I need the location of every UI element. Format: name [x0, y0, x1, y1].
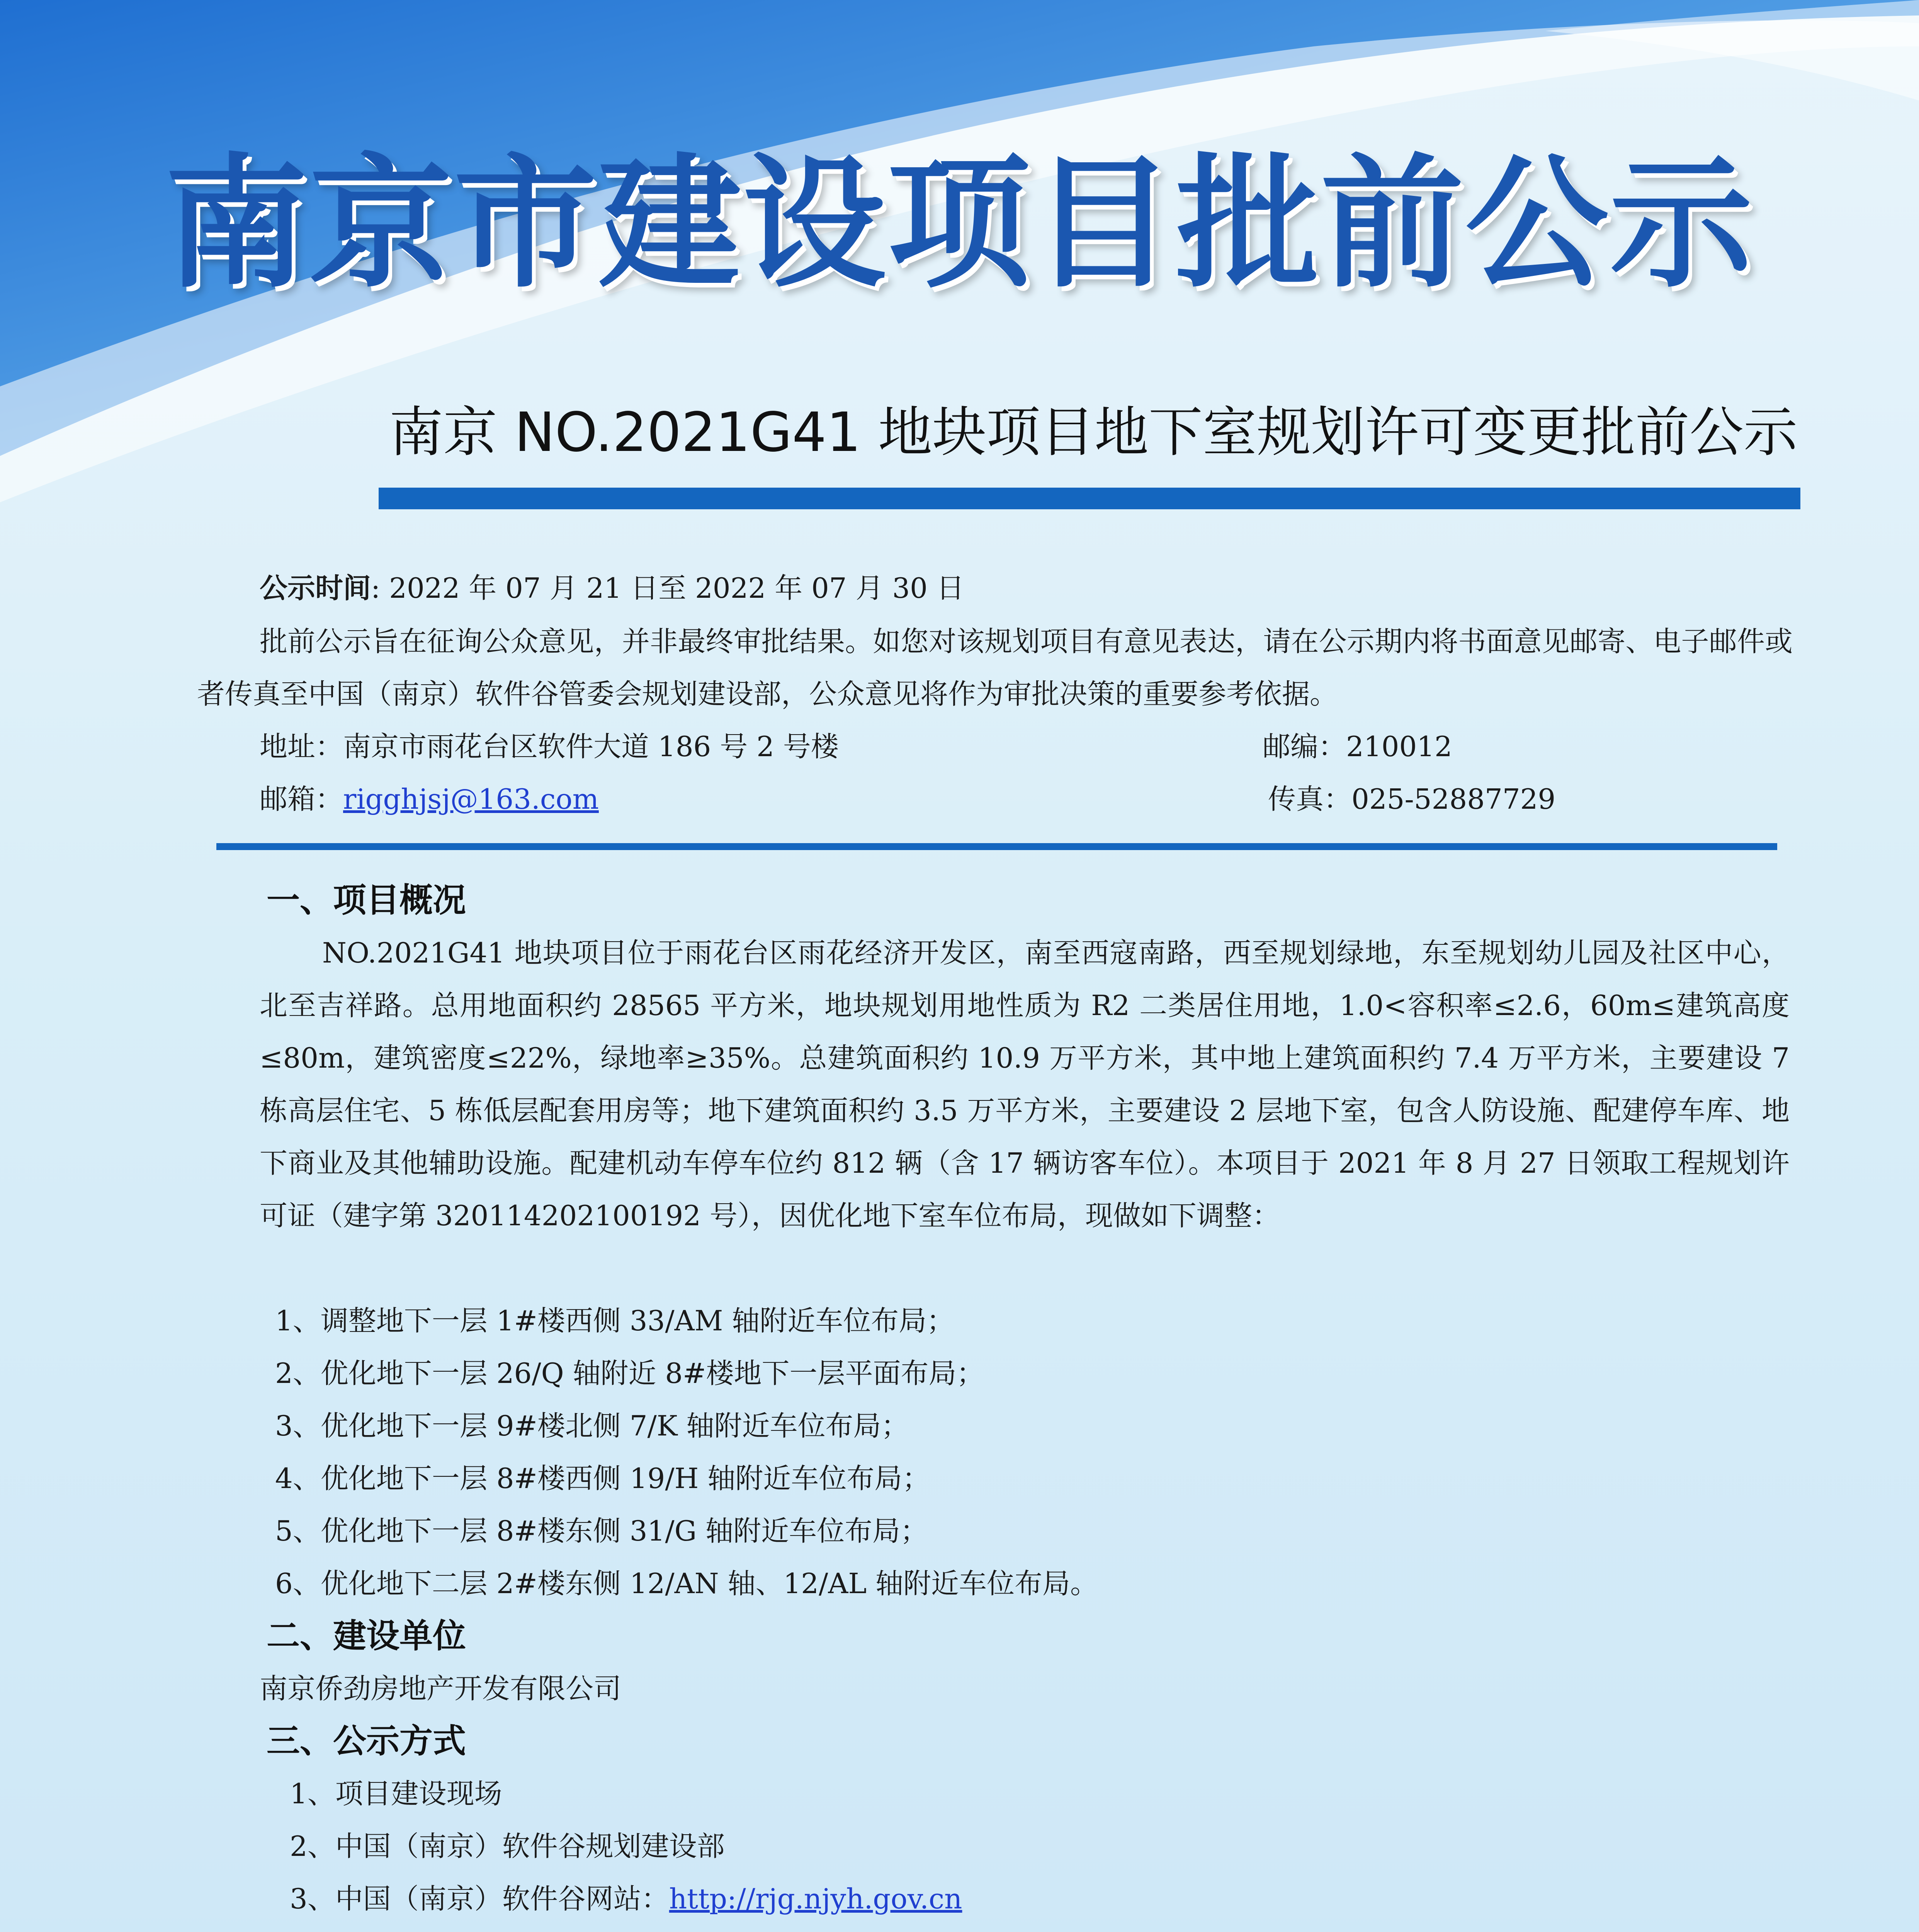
publicity-item-2: 2、中国（南京）软件谷规划建设部: [290, 1830, 725, 1862]
section2-heading: 二、建设单位: [267, 1617, 466, 1655]
notice-time: [260, 562, 1805, 614]
adjust-item-5: 5、优化地下一层 8#楼东侧 31/G 轴附近车位布局；: [275, 1515, 928, 1547]
developer-name: 南京侨劲房地产开发有限公司: [260, 1672, 622, 1705]
address-label: 地址：: [260, 730, 343, 763]
notice-postcode: [1263, 720, 1765, 773]
notice-subtitle: 南京 NO.2021G41 地块项目地下室规划许可变更批前公示: [389, 401, 1798, 464]
section-divider: [216, 843, 1777, 850]
adjust-item-3: 3、优化地下一层 9#楼北侧 7/K 轴附近车位布局；: [275, 1410, 909, 1442]
notice-intro: 批前公示旨在征询公众意见，并非最终审批结果。如您对该规划项目有意见表达，请在公示期内将书面意见邮寄、电子邮件或者传真至中国（南京）软件谷管委会规划建设部，公众意见将作为审批决策的重要参考依据。: [197, 625, 1793, 710]
adjust-item-6: 6、优化地下二层 2#楼东侧 12/AN 轴、12/AL 轴附近车位布局。: [275, 1567, 1098, 1600]
fax-value: 025-52887729: [1351, 783, 1556, 815]
notice-address: [260, 720, 1226, 773]
section1-body: NO.2021G41 地块项目位于雨花台区雨花经济开发区，南至西寇南路，西至规划绿地，东至规划幼儿园及社区中心，北至吉祥路。总用地面积约 28565 平方米，地块规划用地性质为 R2 二类居住用地，1.0<容积率≤2.6，60m≤建筑高度≤80m，建筑密度≤22%，绿地率≥35%。总建筑面积约 10.9 万平方米，其中地上建筑面积约 7.4 万平方米，主要建设 7 栋高层住宅、5 栋低层配套用房等；地下建筑面积约 3.5 万平方米，主要建设 2 层地下室，包含人防设施、配建停车库、地下商业及其他辅助设施。配建机动车停车位约 812 辆（含 17 辆访客车位）。本项目于 2021 年 8 月 27 日领取工程规划许可证（建字第 320114202100192 号），因优化地下室车位布局，现做如下调整：: [260, 937, 1790, 1232]
notice-time-label: 公示时间: [260, 571, 371, 604]
banner-title: 南京市建设项目批前公示: [165, 141, 1754, 307]
postcode-label: 邮编：: [1263, 730, 1346, 763]
publicity-item-3: [290, 1872, 1526, 1925]
postcode-value: 210012: [1346, 730, 1452, 763]
section4-heading: [267, 1925, 846, 1932]
title-underline: [379, 488, 1800, 509]
section1-heading: 一、项目概况: [267, 881, 466, 920]
adjust-item-4: 4、优化地下一层 8#楼西侧 19/H 轴附近车位布局；: [275, 1462, 930, 1495]
adjust-item-1: 1、调整地下一层 1#楼西侧 33/AM 轴附近车位布局；: [275, 1304, 955, 1337]
section3-heading: 三、公示方式: [267, 1722, 466, 1760]
notice-time-value: : 2022 年 07 月 21 日至 2022 年 07 月 30 日: [371, 572, 964, 604]
adjust-item-2: 2、优化地下一层 26/Q 轴附近 8#楼地下一层平面布局；: [275, 1357, 984, 1389]
fax-label: 传真：: [1268, 783, 1352, 815]
address-value: 南京市雨花台区软件大道 186 号 2 号楼: [343, 730, 839, 763]
website-link[interactable]: http://rjg.njyh.gov.cn: [669, 1883, 962, 1915]
email-label: 邮箱：: [260, 783, 343, 815]
email-link[interactable]: rigghjsj@163.com: [343, 783, 599, 815]
notice-email: [260, 773, 1226, 825]
publicity-item-1: 1、项目建设现场: [290, 1777, 502, 1810]
notice-fax: [1268, 773, 1770, 825]
publicity-item-3-prefix: 3、中国（南京）软件谷网站：: [290, 1883, 669, 1915]
